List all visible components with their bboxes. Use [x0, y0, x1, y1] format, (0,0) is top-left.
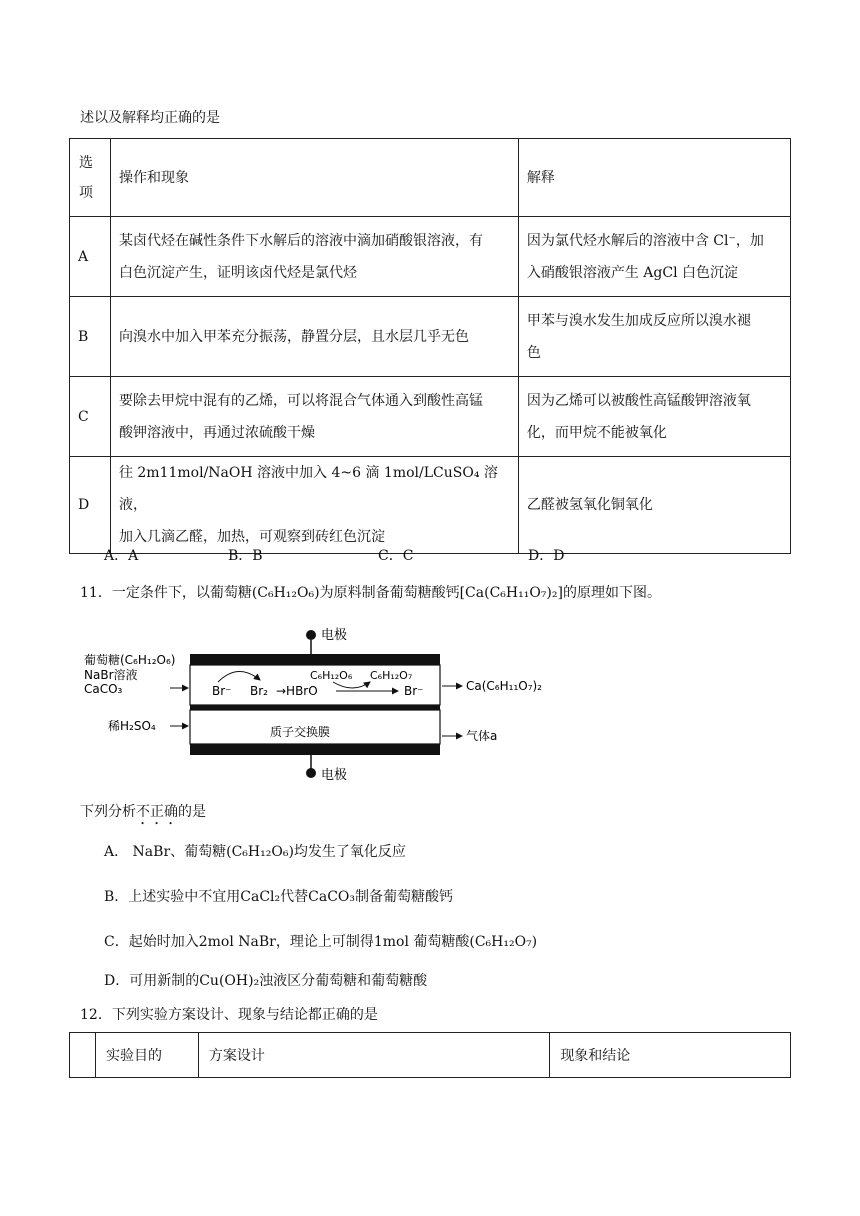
row-explanation: 因为氯代烃水解后的溶液中含 Cl⁻，加 入硝酸银溶液产生 AgCl 白色沉淀 [518, 217, 790, 297]
question11-option-a: A． NaBr、葡萄糖(C₆H₁₂O₆)均发生了氧化反应 [104, 844, 406, 860]
header-design: 方案设计 [198, 1033, 549, 1078]
row-operation: 某卤代烃在碱性条件下水解后的溶液中滴加硝酸银溶液，有 白色沉淀产生，证明该卤代烃是氯代烃 [110, 217, 518, 297]
membrane-label: 质子交换膜 [270, 725, 331, 739]
electrode-top-label: 电极 [321, 628, 348, 643]
proton-exchange-membrane-bar [190, 705, 440, 710]
electrolysis-diagram [78, 622, 558, 784]
row-operation: 要除去甲烷中混有的乙烯，可以将混合气体通入到酸性高锰 酸钾溶液中，再通过浓硫酸干燥 [110, 377, 518, 457]
question11-option-d: D．可用新制的Cu(OH)₂浊液区分葡萄糖和葡萄糖酸 [104, 973, 428, 989]
output-gas-a-label: 气体a [466, 729, 498, 743]
bromide-ion-1: Br⁻ [212, 684, 232, 698]
question12-table [69, 1032, 791, 1078]
header-option: 选项 [70, 139, 111, 217]
input-glucose-label: 葡萄糖(C₆H₁₂O₆) [84, 653, 176, 667]
glucose-formula-label: C₆H₁₂O₆ [310, 669, 353, 682]
choice-c: C．C [378, 548, 414, 564]
table-header-row [70, 139, 791, 217]
bromide-ion-2: Br⁻ [404, 684, 424, 698]
table-row [70, 217, 791, 297]
row-option: A [70, 217, 111, 297]
header-operation: 操作和现象 [110, 139, 518, 217]
question11-option-b: B．上述实验中不宜用CaCl₂代替CaCO₃制备葡萄糖酸钙 [104, 889, 454, 905]
row-explanation: 因为乙烯可以被酸性高锰酸钾溶液氧 化，而甲烷不能被氧化 [518, 377, 790, 457]
top-electrode-plate [190, 654, 440, 665]
question11-option-c: C．起始时加入2mol NaBr，理论上可制得1mol 葡萄糖酸(C₆H₁₂O₇) [104, 934, 538, 950]
header-blank [70, 1033, 96, 1078]
table-row [70, 457, 791, 554]
row-explanation: 甲苯与溴水发生加成反应所以溴水褪 色 [518, 297, 790, 377]
header-purpose: 实验目的 [95, 1033, 198, 1078]
row-option: B [70, 297, 111, 377]
input-caco3-label: CaCO₃ [84, 682, 123, 696]
header-explanation: 解释 [518, 139, 790, 217]
row-operation: 向溴水中加入甲苯充分振荡，静置分层，且水层几乎无色 [110, 297, 518, 377]
row-option: D [70, 457, 111, 554]
row-explanation: 乙醛被氢氧化铜氧化 [518, 457, 790, 554]
electrode-top-terminal-icon [306, 630, 316, 640]
output-calcium-gluconate-label: Ca(C₆H₁₁O₇)₂ [466, 679, 542, 693]
question11-stem: 11．一定条件下，以葡萄糖(C₆H₁₂O₆)为原料制备葡萄糖酸钙[Ca(C₆H₁₁O₇)₂]的原理如下图。 [80, 585, 661, 601]
table-header-row [70, 1033, 791, 1078]
gluconic-acid-formula-label: C₆H₁₂O₇ [370, 669, 413, 682]
question10-table [69, 138, 791, 554]
question11-prompt: 下列分析不正确的是 [80, 804, 206, 820]
row-operation: 往 2m11mol/NaOH 溶液中加入 4~6 滴 1mol/LCuSO₄ 溶液， 加入几滴乙醛，加热，可观察到砖红色沉淀 [110, 457, 518, 554]
electrode-bottom-terminal-icon [306, 768, 316, 778]
intro-text: 述以及解释均正确的是 [80, 110, 220, 126]
bromine-label: Br₂ [250, 684, 268, 698]
hbro-label: →HBrO [276, 684, 318, 698]
bottom-electrode-plate [190, 744, 440, 755]
electrode-bottom-label: 电极 [321, 768, 348, 783]
row-option: C [70, 377, 111, 457]
input-nabr-label: NaBr溶液 [84, 668, 138, 682]
table-row [70, 297, 791, 377]
choice-a: A．A [104, 548, 139, 564]
question12-stem: 12．下列实验方案设计、现象与结论都正确的是 [80, 1007, 378, 1023]
input-h2so4-label: 稀H₂SO₄ [108, 719, 156, 733]
table-row [70, 377, 791, 457]
header-result: 现象和结论 [550, 1033, 791, 1078]
choice-b: B．B [228, 548, 263, 564]
choice-d: D．D [528, 548, 565, 564]
